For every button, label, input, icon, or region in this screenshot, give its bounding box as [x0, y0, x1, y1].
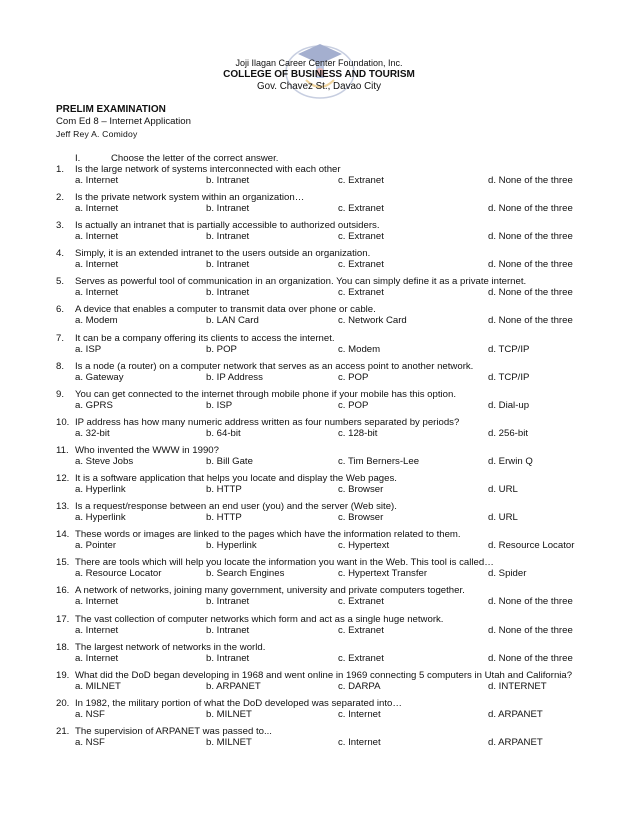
question-item — [0, 698, 638, 726]
option-b: b. MILNET — [206, 708, 252, 720]
option-d: d. None of the three — [488, 203, 573, 215]
teacher-name: Jeff Rey A. Comidoy — [56, 129, 138, 139]
option-d: d. ARPANET — [488, 736, 543, 748]
option-b: b. Hyperlink — [206, 540, 257, 552]
question-number: 7. — [56, 332, 65, 344]
option-c: c. Tim Berners-Lee — [338, 455, 420, 467]
option-d: d. None of the three — [488, 315, 573, 327]
question-item — [0, 473, 638, 501]
option-c: c. Extranet — [338, 259, 384, 271]
question-text: Is the large network of systems interconnected with each other — [75, 164, 341, 175]
question-number: 17. — [56, 613, 70, 625]
option-d: d. None of the three — [488, 287, 573, 299]
question-number: 2. — [56, 192, 65, 204]
option-b: b. HTTP — [206, 512, 242, 524]
question-item — [0, 529, 638, 557]
option-d: d. None of the three — [488, 624, 573, 636]
question-item — [0, 417, 638, 445]
question-text: In 1982, the military portion of what the DoD developed was separated into… — [75, 697, 402, 709]
question-number: 21. — [56, 725, 70, 737]
option-d: d. TCP/IP — [488, 371, 530, 383]
question-item — [0, 642, 638, 670]
option-c: c. Extranet — [338, 596, 384, 608]
question-item — [0, 445, 638, 473]
question-item — [0, 361, 638, 389]
question-item — [0, 220, 638, 248]
question-number: 18. — [56, 641, 70, 653]
option-c: c. Network Card — [338, 315, 407, 327]
exam-title: PRELIM EXAMINATION — [56, 104, 166, 115]
option-d: d. Erwin Q — [488, 455, 533, 467]
question-item — [0, 248, 638, 276]
course-name: Com Ed 8 – Internet Application — [56, 116, 191, 127]
question-item — [0, 389, 638, 417]
option-d: d. INTERNET — [488, 680, 547, 692]
option-b: b. Intranet — [206, 203, 250, 215]
option-d: d. TCP/IP — [488, 343, 530, 355]
option-c: c. Browser — [338, 484, 384, 496]
question-number: 4. — [56, 248, 65, 260]
option-c: c. Extranet — [338, 652, 384, 664]
section-numeral: I. — [75, 153, 81, 164]
option-c: c. Extranet — [338, 231, 384, 243]
option-c: c. POP — [338, 371, 369, 383]
option-d: d. URL — [488, 484, 518, 496]
option-a: a. Internet — [75, 231, 119, 243]
question-number: 1. — [56, 164, 65, 175]
option-a: a. Internet — [75, 287, 119, 299]
option-b: b. Intranet — [206, 175, 250, 186]
option-d: d. Dial-up — [488, 399, 530, 411]
question-number: 12. — [56, 473, 70, 485]
option-c: c. Browser — [338, 512, 384, 524]
question-number: 13. — [56, 501, 70, 513]
question-text: Simply, it is an extended intranet to the users outside an organization. — [75, 248, 371, 260]
option-b: b. Intranet — [206, 596, 250, 608]
question-item — [0, 333, 638, 361]
option-a: a. 32-bit — [75, 427, 110, 439]
option-a: a. Modem — [75, 315, 118, 327]
option-d: d. 256-bit — [488, 427, 529, 439]
question-number: 19. — [56, 669, 70, 681]
option-a: a. Internet — [75, 596, 119, 608]
option-c: c. 128-bit — [338, 427, 378, 439]
option-b: b. Intranet — [206, 259, 250, 271]
question-item — [0, 276, 638, 304]
option-a: a. Internet — [75, 203, 119, 215]
question-number: 8. — [56, 360, 65, 372]
option-d: d. URL — [488, 512, 518, 524]
question-text: These words or images are linked to the pages which have the information related to them. — [75, 529, 461, 541]
option-c: c. Extranet — [338, 624, 384, 636]
option-c: c. DARPA — [338, 680, 381, 692]
question-list — [0, 164, 638, 754]
option-a: a. Internet — [75, 259, 119, 271]
option-a: a. GPRS — [75, 399, 113, 411]
option-a: a. Internet — [75, 624, 119, 636]
college-name: COLLEGE OF BUSINESS AND TOURISM — [223, 69, 415, 80]
question-item — [0, 614, 638, 642]
option-b: b. ISP — [206, 399, 233, 411]
question-text: Is a node (a router) on a computer network that serves as an access point to another network. — [75, 360, 474, 372]
question-text: A network of networks, joining many government, university and private computers together. — [75, 585, 465, 597]
question-item — [0, 726, 638, 754]
option-c: c. Extranet — [338, 287, 384, 299]
option-b: b. 64-bit — [206, 427, 241, 439]
option-b: b. MILNET — [206, 736, 252, 748]
question-number: 6. — [56, 304, 65, 316]
college-address: Gov. Chavez St., Davao City — [257, 81, 381, 92]
option-d: d. None of the three — [488, 652, 573, 664]
option-a: a. ISP — [75, 343, 102, 355]
option-c: c. Internet — [338, 708, 381, 720]
option-d: d. Resource Locator — [488, 540, 575, 552]
question-number: 14. — [56, 529, 70, 541]
question-text: Is a request/response between an end user (you) and the server (Web site). — [75, 501, 397, 513]
option-c: c. Hypertext Transfer — [338, 568, 428, 580]
question-item — [0, 670, 638, 698]
question-number: 20. — [56, 697, 70, 709]
option-a: a. Resource Locator — [75, 568, 162, 580]
exam-info — [56, 104, 191, 140]
question-text: Is the private network system within an organization… — [75, 192, 305, 204]
option-c: c. POP — [338, 399, 369, 411]
option-a: a. Steve Jobs — [75, 455, 134, 467]
option-c: c. Extranet — [338, 203, 384, 215]
option-a: a. Gateway — [75, 371, 124, 383]
question-number: 10. — [56, 416, 70, 428]
option-b: b. Bill Gate — [206, 455, 253, 467]
option-a: a. Internet — [75, 652, 119, 664]
option-b: b. IP Address — [206, 371, 263, 383]
question-text: There are tools which will help you locate the information you want in the Web. This tool is called… — [75, 557, 494, 569]
option-d: d. None of the three — [488, 259, 573, 271]
foundation-name: Joji Ilagan Career Center Foundation, Inc. — [235, 58, 403, 68]
question-number: 5. — [56, 276, 65, 288]
option-a: a. Internet — [75, 175, 119, 186]
option-d: d. None of the three — [488, 175, 573, 186]
option-c: c. Internet — [338, 736, 381, 748]
option-c: c. Hypertext — [338, 540, 390, 552]
question-text: Who invented the WWW in 1990? — [75, 444, 219, 456]
option-b: b. Intranet — [206, 652, 250, 664]
option-a: a. Hyperlink — [75, 512, 126, 524]
option-a: a. Hyperlink — [75, 484, 126, 496]
option-b: b. Intranet — [206, 287, 250, 299]
question-text: Serves as powerful tool of communication in an organization. You can simply define it as a private internet. — [75, 276, 527, 288]
question-item — [0, 304, 638, 332]
option-d: d. None of the three — [488, 231, 573, 243]
option-a: a. NSF — [75, 736, 105, 748]
question-text: The supervision of ARPANET was passed to... — [75, 725, 272, 737]
question-item — [0, 501, 638, 529]
question-text: The vast collection of computer networks which form and act as a single huge network. — [75, 613, 444, 625]
option-a: a. NSF — [75, 708, 105, 720]
question-text: IP address has how many numeric address written as four numbers separated by periods? — [75, 416, 460, 428]
question-item — [0, 192, 638, 220]
option-c: c. Extranet — [338, 175, 384, 186]
question-number: 11. — [56, 444, 69, 456]
question-item — [0, 585, 638, 613]
question-item — [0, 557, 638, 585]
question-text: The largest network of networks in the world. — [75, 641, 266, 653]
option-d: d. None of the three — [488, 596, 573, 608]
option-b: b. Intranet — [206, 231, 250, 243]
question-text: What did the DoD began developing in 1968 and went online in 1969 connecting 5 computers in Utah and California? — [75, 669, 573, 681]
question-text: You can get connected to the internet through mobile phone if your mobile has this option. — [75, 388, 456, 400]
option-c: c. Modem — [338, 343, 381, 355]
option-b: b. Search Engines — [206, 568, 285, 580]
question-text: Is actually an intranet that is partially accessible to authorized outsiders. — [75, 220, 380, 232]
question-number: 9. — [56, 388, 65, 400]
option-d: d. Spider — [488, 568, 527, 580]
option-b: b. POP — [206, 343, 237, 355]
instruction-text: Choose the letter of the correct answer. — [111, 153, 279, 164]
option-b: b. LAN Card — [206, 315, 259, 327]
option-b: b. Intranet — [206, 624, 250, 636]
question-item — [0, 164, 638, 192]
question-number: 16. — [56, 585, 70, 597]
option-a: a. Pointer — [75, 540, 117, 552]
option-b: b. ARPANET — [206, 680, 261, 692]
option-b: b. HTTP — [206, 484, 242, 496]
question-text: It can be a company offering its clients to access the internet. — [75, 332, 335, 344]
question-number: 15. — [56, 557, 70, 569]
option-a: a. MILNET — [75, 680, 121, 692]
option-d: d. ARPANET — [488, 708, 543, 720]
question-number: 3. — [56, 220, 65, 232]
question-text: A device that enables a computer to transmit data over phone or cable. — [75, 304, 376, 316]
question-text: It is a software application that helps you locate and display the Web pages. — [75, 473, 397, 485]
